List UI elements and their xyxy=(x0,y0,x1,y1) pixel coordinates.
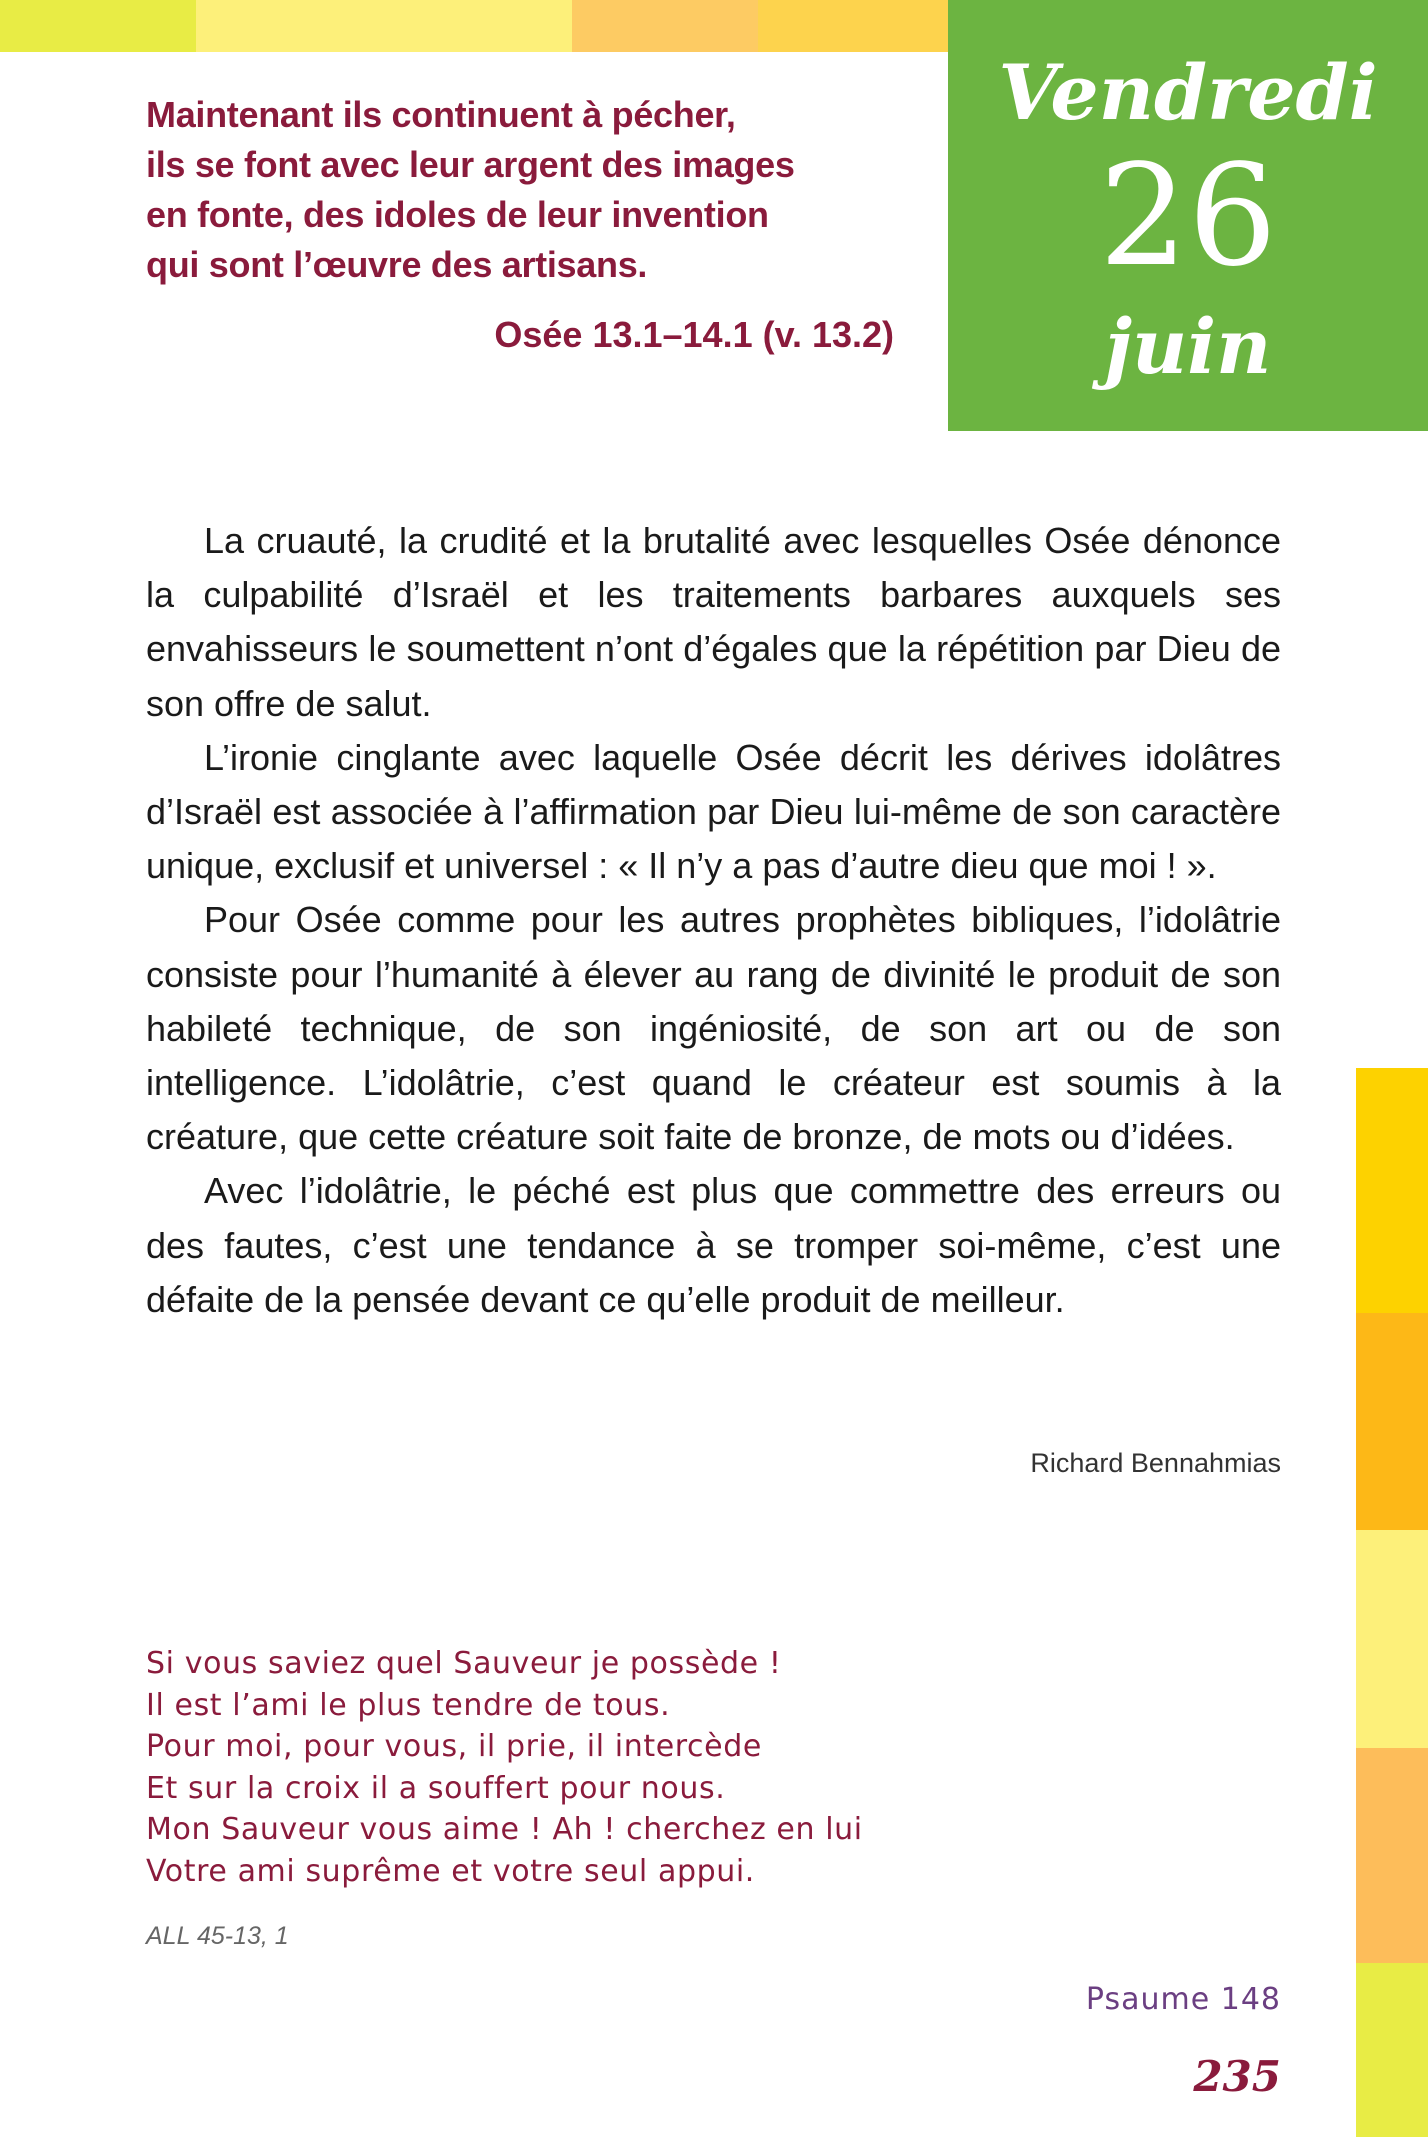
hymn-stanza xyxy=(146,1643,1046,1892)
hymn-line: Mon Sauveur vous aime ! Ah ! cherchez en lui xyxy=(146,1812,863,1847)
verse-quote xyxy=(146,90,906,290)
verse-line: en fonte, des idoles de leur invention xyxy=(146,194,769,235)
meditation-text xyxy=(146,514,1281,1327)
hymn-line: Et sur la croix il a souffert pour nous. xyxy=(146,1770,726,1806)
verse-line: Maintenant ils continuent à pécher, xyxy=(146,94,736,135)
meditation-paragraph: La cruauté, la crudité et la brutalité avec lesquelles Osée dénonce la culpabilité d’Israël et les traitements barbares auxquels ses envahisseurs le soumettent n’ont d’égales que la répétition par Dieu de son offre de salut. xyxy=(146,520,1281,724)
verse-line: qui sont l’œuvre des artisans. xyxy=(146,244,648,285)
hymn-line: Pour moi, pour vous, il prie, il intercède xyxy=(146,1729,762,1764)
top-color-bar-2 xyxy=(196,0,572,52)
side-color-tab-1 xyxy=(1356,1068,1428,1313)
meditation-paragraph: Avec l’idolâtrie, le péché est plus que commettre des erreurs ou des fautes, c’est une tendance à se tromper soi-même, c’est une défaite de la pensée devant ce qu’elle produit de meilleur. xyxy=(146,1170,1281,1320)
side-color-tab-5 xyxy=(1356,1963,1428,2137)
side-color-tab-3 xyxy=(1356,1530,1428,1748)
hymn-line: Votre ami suprême et votre seul appui. xyxy=(146,1853,755,1889)
meditation-paragraph: L’ironie cinglante avec laquelle Osée décrit les dérives idolâtres d’Israël est associée à l’affirmation par Dieu lui-même de son caractère unique, exclusif et universel : « Il n’y a pas d’autre dieu que moi ! ». xyxy=(146,736,1281,887)
top-color-bar-1 xyxy=(0,0,196,52)
top-color-bar-4 xyxy=(758,0,948,52)
date-day-number: 26 xyxy=(1098,135,1278,298)
top-color-bar-3 xyxy=(572,0,758,52)
side-color-tab-4 xyxy=(1356,1748,1428,1963)
verse-reference: Osée 13.1–14.1 (v. 13.2) xyxy=(494,314,894,355)
date-box xyxy=(948,0,1428,431)
date-month: juin xyxy=(1104,302,1272,391)
date-weekday: Vendredi xyxy=(998,48,1378,137)
hymn-line: Il est l’ami le plus tendre de tous. xyxy=(146,1687,671,1723)
meditation-author: Richard Bennahmias xyxy=(1030,1448,1281,1478)
daily-reading-reference: Psaume 148 xyxy=(1085,1982,1281,2017)
meditation-paragraph: Pour Osée comme pour les autres prophètes bibliques, l’idolâtrie consiste pour l’humanité à élever au rang de divinité le produit de son habileté technique, de son ingéniosité, de son art ou de son intelligence. L’idolâtrie, c’est quand le créateur est soumis à la créature, que cette créature soit faite de bronze, de mots ou d’idées. xyxy=(146,899,1281,1158)
side-color-tab-2 xyxy=(1356,1313,1428,1530)
hymn-reference: ALL 45-13, 1 xyxy=(146,1922,289,1950)
hymn-line: Si vous saviez quel Sauveur je possède ! xyxy=(146,1646,782,1681)
verse-line: ils se font avec leur argent des images xyxy=(146,144,795,185)
page-number: 235 xyxy=(1193,2052,1281,2101)
